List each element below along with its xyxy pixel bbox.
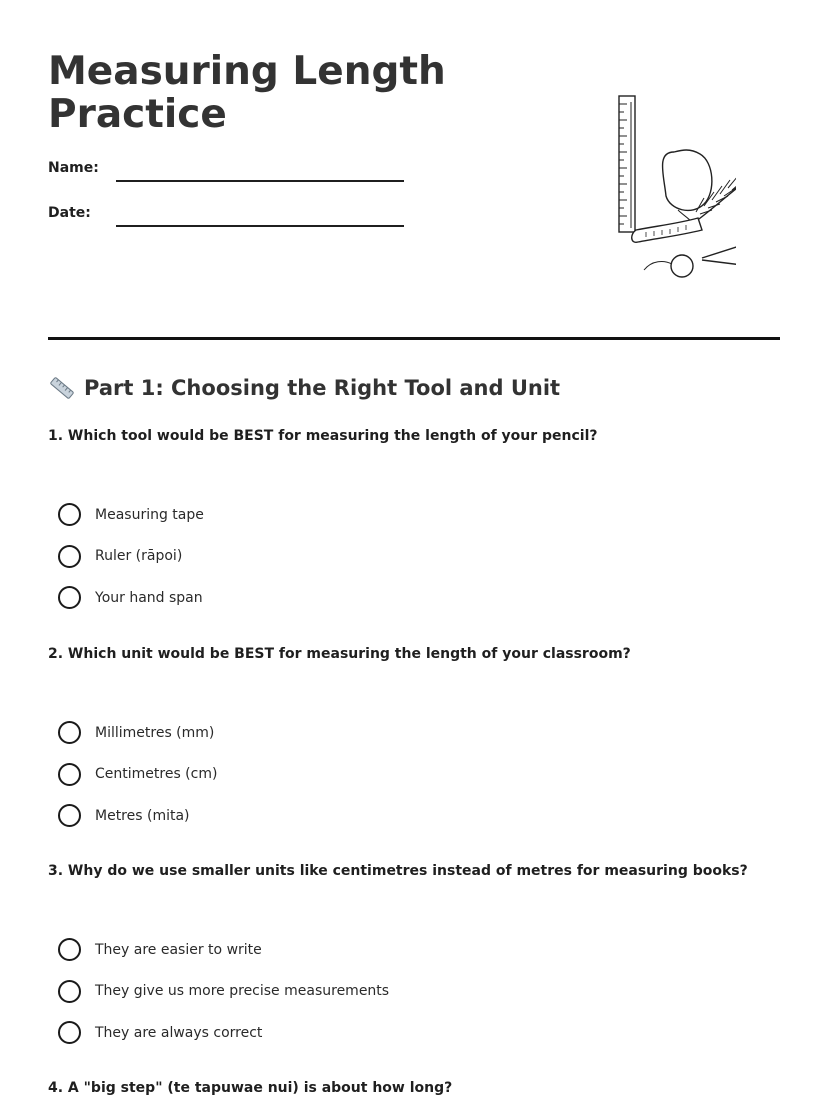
option-label: Metres (mita)	[95, 807, 190, 824]
option-hand-span[interactable]	[58, 577, 780, 619]
option-easier-to-write[interactable]	[58, 929, 780, 971]
date-field-row	[48, 203, 408, 227]
option-list	[48, 929, 780, 1054]
name-field[interactable]	[116, 180, 404, 182]
ruler-icon	[48, 374, 76, 402]
radio-circle[interactable]	[58, 545, 81, 568]
section-divider	[48, 337, 780, 340]
option-ruler[interactable]	[58, 536, 780, 578]
radio-circle[interactable]	[58, 586, 81, 609]
name-label: Name:	[48, 160, 99, 176]
title-line-2: Practice	[48, 92, 227, 137]
question-1	[48, 428, 780, 619]
radio-circle[interactable]	[58, 938, 81, 961]
question-text: 1. Which tool would be BEST for measuring the length of your pencil?	[48, 428, 598, 444]
date-field[interactable]	[116, 225, 404, 227]
option-list	[48, 712, 780, 837]
section-title	[48, 374, 560, 402]
page-title	[48, 50, 468, 136]
radio-circle[interactable]	[58, 980, 81, 1003]
option-label: They give us more precise measurements	[95, 983, 390, 1000]
option-list	[48, 494, 780, 619]
option-millimetres[interactable]	[58, 712, 780, 754]
option-centimetres[interactable]	[58, 754, 780, 796]
section-title-text: Part 1: Choosing the Right Tool and Unit	[84, 376, 561, 400]
option-more-precise[interactable]	[58, 971, 780, 1013]
option-metres[interactable]	[58, 795, 780, 837]
option-label: They are always correct	[95, 1024, 263, 1041]
question-text: 4. A "big step" (te tapuwae nui) is about how long?	[48, 1080, 453, 1096]
option-label: Ruler (rāpoi)	[95, 548, 183, 565]
worksheet-header	[48, 0, 780, 300]
option-label: Measuring tape	[95, 506, 204, 523]
name-field-row	[48, 158, 408, 182]
option-label: They are easier to write	[95, 941, 262, 958]
radio-circle[interactable]	[58, 804, 81, 827]
title-line-1: Measuring Length	[48, 49, 446, 94]
radio-circle[interactable]	[58, 503, 81, 526]
question-text: 3. Why do we use smaller units like centimetres instead of metres for measuring books?	[48, 863, 748, 879]
option-label: Millimetres (mm)	[95, 724, 215, 741]
question-2	[48, 646, 780, 837]
date-label: Date:	[48, 205, 91, 221]
question-4	[48, 1080, 780, 1096]
radio-circle[interactable]	[58, 1021, 81, 1044]
option-measuring-tape[interactable]	[58, 494, 780, 536]
option-always-correct[interactable]	[58, 1012, 780, 1054]
option-label: Centimetres (cm)	[95, 766, 218, 783]
radio-circle[interactable]	[58, 721, 81, 744]
question-text: 2. Which unit would be BEST for measuring the length of your classroom?	[48, 646, 631, 662]
measuring-tools-illustration-icon	[566, 92, 736, 284]
radio-circle[interactable]	[58, 763, 81, 786]
option-label: Your hand span	[95, 589, 203, 606]
question-3	[48, 863, 780, 1054]
